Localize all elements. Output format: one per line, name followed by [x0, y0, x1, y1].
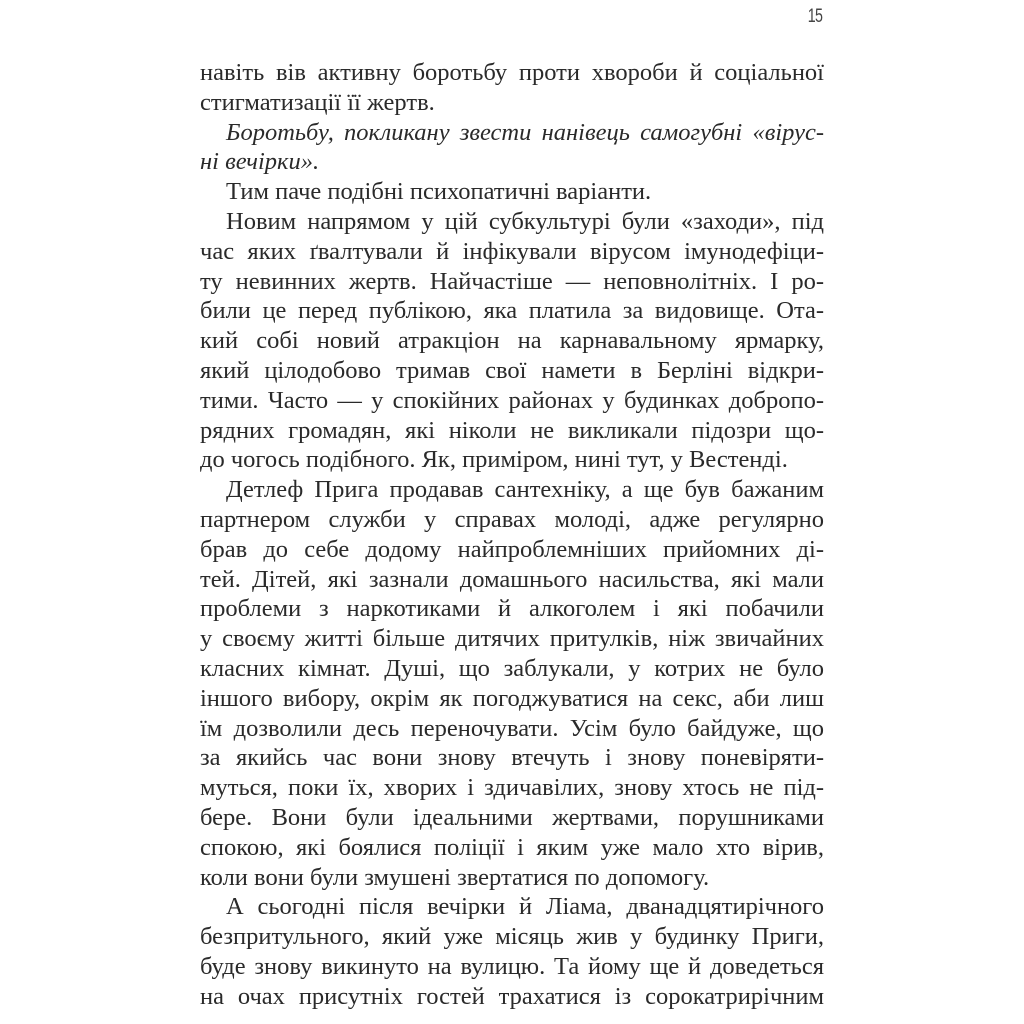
text-line: іншого вибору, окрім як погоджуватися на секс, аби лиш	[200, 684, 824, 712]
text-line: муться, поки їх, хворих і здичавілих, знову хтось не під-	[200, 774, 824, 802]
text-line: стигматизації її жертв.	[200, 88, 435, 116]
text-line: до чогось подібного. Як, приміром, нині тут, у Вестенді.	[200, 446, 788, 474]
text-line: ні вечірки».	[200, 148, 320, 176]
body-text	[200, 58, 824, 1012]
text-line: їм дозволили десь переночувати. Усім було байдуже, що	[200, 714, 824, 742]
text-line: кий собі новий атракціон на карнавальному ярмарку,	[200, 327, 824, 355]
text-line: коли вони були змушені звертатися по допомогу.	[200, 863, 710, 891]
text-line: били це перед публікою, яка платила за видовище. Ота-	[200, 297, 824, 325]
text-line: безпритульного, який уже місяць жив у будинку Приги,	[200, 923, 824, 951]
text-line: проблеми з наркотиками й алкоголем і які побачили	[200, 595, 824, 623]
text-line: на очах присутніх гостей трахатися із сорокатрирічним	[200, 982, 824, 1010]
page-number: 15	[807, 6, 822, 27]
text-line: партнером служби у справах молоді, адже регулярно	[200, 505, 824, 533]
text-line: за якийсь час вони знову втечуть і знову поневіряти-	[200, 744, 824, 772]
text-line: який цілодобово тримав свої намети в Берліні відкри-	[200, 356, 824, 384]
text-line: тими. Часто — у спокійних районах у будинках добропо-	[200, 386, 824, 414]
text-line: Новим напрямом у цій субкультурі були «заходи», під	[226, 207, 824, 235]
text-line: у своєму житті більше дитячих притулків, ніж звичайних	[200, 625, 824, 653]
text-line: ту невинних жертв. Найчастіше — неповнолітніх. І ро-	[200, 267, 824, 295]
text-line: рядних громадян, які ніколи не викликали підозри що-	[200, 416, 824, 444]
text-line: А сьогодні після вечірки й Ліама, дванадцятирічного	[226, 893, 824, 921]
text-line: бере. Вони були ідеальними жертвами, порушниками	[200, 803, 824, 831]
text-line: тей. Дітей, які зазнали домашнього насильства, які мали	[200, 565, 824, 593]
text-line: брав до себе додому найпроблемніших прийомних ді-	[200, 535, 824, 563]
text-line: спокою, які боялися поліції і яким уже мало хто вірив,	[200, 833, 824, 861]
text-line: буде знову викинуто на вулицю. Та йому ще й доведеться	[200, 952, 824, 980]
text-line: час яких ґвалтували й інфікували вірусом імунодефіци-	[200, 237, 824, 265]
text-line: Тим паче подібні психопатичні варіанти.	[226, 178, 652, 206]
text-line: Боротьбу, покликану звести нанівець самогубні «вірус-	[226, 118, 824, 146]
text-line: Детлеф Прига продавав сантехніку, а ще був бажаним	[226, 476, 824, 504]
text-line: класних кімнат. Душі, що заблукали, у котрих не було	[200, 654, 824, 682]
text-line: навіть вів активну боротьбу проти хвороби й соціальної	[200, 59, 824, 86]
